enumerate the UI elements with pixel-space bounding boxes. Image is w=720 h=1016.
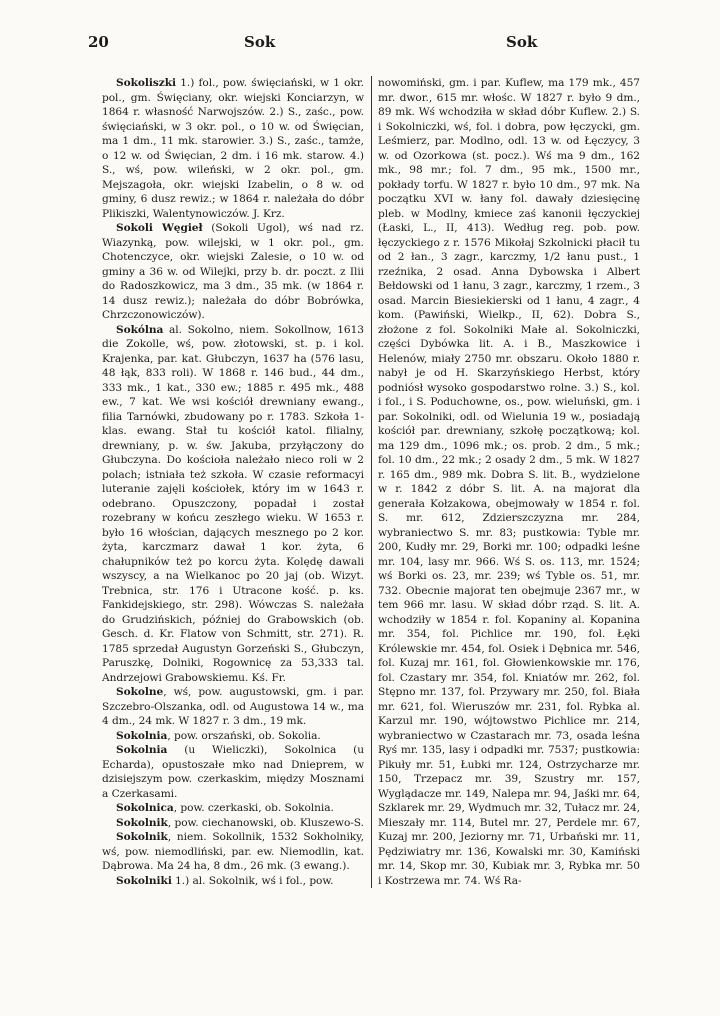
dictionary-entry	[102, 221, 364, 323]
dictionary-entry	[102, 830, 364, 874]
dictionary-entry	[102, 76, 364, 221]
dictionary-entry	[102, 801, 364, 816]
entry-headword: Sokolnia	[116, 744, 168, 756]
page-number: 20	[88, 33, 109, 51]
entry-text: 1.) al. Sokolnik, wś i fol., pow.	[171, 874, 334, 887]
entry-text: (Sokoli Ugol), wś nad rz. Wiazynką, pow. wilejski, w 1 okr. pol., gm. Chotenczyce, okr. wiejski Zalesie, o 10 w. od gminy a 36 w. od Wilejki, przy b. dr. poczt. z Ilii do Radoszkowicz, ma 3 dm., 35 mk. (w 1864 r. 14 dusz rewiz.); należała do dóbr Bobrówka, Chrzczonowiczów).	[102, 222, 364, 321]
entry-headword: Sokoli Węgieł	[116, 222, 203, 234]
entry-headword: Sokolnik	[116, 831, 168, 843]
entry-headword: Sokolniki	[116, 874, 172, 887]
entry-headword: Sokólna	[116, 323, 164, 336]
entry-headword: Sokolne	[116, 686, 164, 698]
entry-text: 1.) fol., pow. święciański, w 1 okr. pol., gm. Święciany, okr. wiejski Konciarzyn, w 1864 r. własność Narwojszów. 2.) S., zaśc., pow. święciański, w 3 okr. pol., o 10 w. od Święcian, ma 1 dm., 11 mk. starowier. 3.) S., zaśc., tamże, o 12 w. od Święcian, 2 dm. i 16 mk. starow. 4.) S., wś, pow. wileński, w 2 okr. pol., gm. Mejszagoła, okr. wiejski Izabelin, o 8 w. od gminy, 6 dusz rewiz.; w 1864 r. należała do dóbr Plikiszki, Walentynowiczów. J. Krz.	[102, 77, 364, 220]
entry-text: , pow. czerkaski, ob. Sokolnia.	[173, 802, 334, 814]
entry-text: , pow. ciechanowski, ob. Kluszewo-S.	[167, 816, 364, 829]
dictionary-entry	[102, 729, 364, 744]
entry-text: (u Wieliczki), Sokolnica (u Echarda), opustoszałe mko nad Dnieprem, w dzisiejszym pow. czerkaskim, między Mosznami a Czerkasami.	[102, 744, 364, 800]
right-column	[371, 76, 640, 888]
entry-text: nowomiński, gm. i par. Kuflew, ma 179 mk., 457 mr. dwor., 615 mr. włośc. W 1827 r. było 9 dm., 89 mk. Wś wchodziła w skład dóbr Kuflew. 2.) S. i Sokolniczki, wś, fol. i dobra, pow łęczycki, gm. Leśmierz, par. Modlno, odl. 13 w. od Łęczycy, 3 w. od Ozorkowa (st. pocz.). Wś ma 9 dm., 162 mk., 98 mr.; fol. 7 dm., 95 mk., 1500 mr., pokłady torfu. W 1827 r. było 10 dm., 97 mk. Na początku XVI w. łany fol. dawały dziesięcinę pleb. w Modlny, kmiece zaś kanonii łęczyckiej (Łaski, L., II, 413). Według reg. pob. pow. łęczyckiego z r. 1576 Mikołaj Szkolnicki płacił tu od 2 łan., 3 zagr., karczmy, 1/2 łanu pust., 1 rzeźnika, 2 osad. Anna Dybowska i Albert Bełdowski od 1 łanu, 3 zagr., karczmy, 1 rzem., 3 osad. Marcin Biesiekierski od 1 łanu, 4 zagr., 4 kom. (Pawiński, Wielkp., II, 62). Dobra S., złożone z fol. Sokolniki Małe al. Sokolniczki, części Dybówka lit. A. i B., Maszkowice i Helenów, miały 2750 mr. obszaru. Około 1880 r. nabył je od H. Skarzyńskiego Herbst, który podniósł wysoko gospodarstwo rolne. 3.) S., kol. i fol., i S. Poduchowne, os., pow. wieluński, gm. i par. Sokolniki, odl. od Wielunia 19 w., posiadają kościół par. drewniany, szkołę początkową; kol. ma 129 dm., 1096 mk.; os. prob. 2 dm., 5 mk.; fol. 10 dm., 22 mk.; 2 osady 2 dm., 5 mk. W 1827 r. 165 dm., 989 mk. Dobra S. lit. B., wydzielone w r. 1842 z dóbr S. lit. A. na majorat dla generała Kołzakowa, obejmowały w 1854 r. fol. S. mr. 612, Zdzierszczyzna mr. 284, wybraniectwo S. mr. 83; pustkowia: Tyble mr. 200, Kudły mr. 29, Borki mr. 100; odpadki leśne mr. 104, lasy mr. 966. Wś S. os. 113, mr. 1524; wś Borki os. 23, mr. 239; wś Tyble os. 51, mr. 732. Obecnie majorat ten obejmuje 2367 mr., w tem 966 mr. lasu. W skład dóbr rząd. S. lit. A. wchodziły w 1854 r. fol. Kopaniny al. Kopanina mr. 354, fol. Pichlice mr. 190, fol. Łęki Królewskie mr. 454, fol. Osiek i Dębnica mr. 546, fol. Kuzaj mr. 161, fol. Głowienkowskie mr. 176, fol. Czastary mr. 354, fol. Kniatów mr. 262, fol. Stępno mr. 137, fol. Przywary mr. 250, fol. Biała mr. 621, fol. Wieruszów mr. 231, fol. Rybka al. Karzul mr. 190, wójtowstwo Pichlice mr. 214, wybraniectwo w Czastarach mr. 73, osada leśna Ryś mr. 135, lasy i odpadki mr. 7537; pustkowia: Pikuły mr. 51, Łubki mr. 124, Ostrzycharze mr. 150, Trzepacz mr. 39, Szustry mr. 157, Wyglądacze mr. 149, Nalepa mr. 94, Jaśki mr. 64, Szklarek mr. 29, Wydmuch mr. 32, Tułacz mr. 24, Mieszały mr. 114, Butel mr. 27, Perdele mr. 67, Kuzaj mr. 200, Jeziorny mr. 71, Urbański mr. 11, Pędziwiatry mr. 136, Kowalski mr. 30, Kamiński mr. 14, Skop mr. 30, Kubiak mr. 3, Rybka mr. 50 i Kostrzewa mr. 74. Wś Ra-	[378, 77, 640, 887]
page-header	[88, 33, 650, 55]
dictionary-entry	[102, 874, 364, 889]
dictionary-entry	[102, 323, 364, 686]
left-column	[102, 76, 364, 888]
entry-text: , wś, pow. augustowski, gm. i par. Szczebro-Olszanka, odl. od Augustowa 14 w., ma 4 dm., 24 mk. W 1827 r. 3 dm., 19 mk.	[102, 686, 364, 727]
dictionary-entry	[102, 685, 364, 729]
entry-text: , niem. Sokollnik, 1532 Sokholniky, wś, pow. niemodliński, par. ew. Niemodlin, kat. Dąbrowa. Ma 24 ha, 8 dm., 26 mk. (3 ewang.).	[102, 831, 364, 872]
running-head-left: Sok	[244, 33, 276, 51]
entry-headword: Sokoliszki	[116, 77, 177, 89]
entry-text: , pow. orszański, ob. Sokolia.	[167, 729, 321, 742]
running-head-right: Sok	[506, 33, 538, 51]
entry-headword: Sokolnia	[116, 729, 168, 742]
dictionary-entry	[102, 816, 364, 831]
entry-headword: Sokolnica	[116, 802, 174, 814]
dictionary-entry	[378, 76, 640, 888]
entry-text: al. Sokolno, niem. Sokollnow, 1613 die Zokolle, wś, pow. złotowski, st. p. i kol. Krajenka, par. kat. Głubczyn, 1637 ha (576 lasu, 48 łąk, 833 roli). W 1868 r. 146 bud., 44 dm., 333 mk., 1 kat., 330 ew.; 1885 r. 495 mk., 488 ew., 7 kat. We wsi kościół drewniany ewang., filia Tarnówki, zbudowany po r. 1783. Szkoła 1-klas. ewang. Stał tu kościół katol. filialny, drewniany, p. w. św. Jakuba, przyłączony do Głubczyna. Do kościoła należało nieco roli w 2 polach; istniała też szkoła. W czasie reformacyi luteranie zajęli kościołek, który im w 1643 r. odebrano. Opuszczony, popadał i został rozebrany w końcu zeszłego wieku. W 1653 r. było 16 włościan, dających mesznego po 2 kor. żyta, karczmarz dawał 1 kor. żyta, 6 chałupników też po korcu żyta. Kolędę dawali wszyscy, a na Wielkanoc po 20 jaj (ob. Wizyt. Trebnica, str. 176 i Utracone kość. p. ks. Fankidejskiego, str. 298). Wówczas S. należała do Grudzińskich, później do Grabowskich (ob. Gesch. d. Kr. Flatow von Schmitt, str. 271). R. 1785 sprzedał Augustyn Gorzeński S., Głubczyn, Paruszkę, Dolniki, Rogownicę za 53,333 tal. Andrzejowi Grabowskiemu. Kś. Fr.	[102, 323, 364, 684]
dictionary-entry	[102, 743, 364, 801]
entry-headword: Sokolnik	[116, 816, 168, 829]
